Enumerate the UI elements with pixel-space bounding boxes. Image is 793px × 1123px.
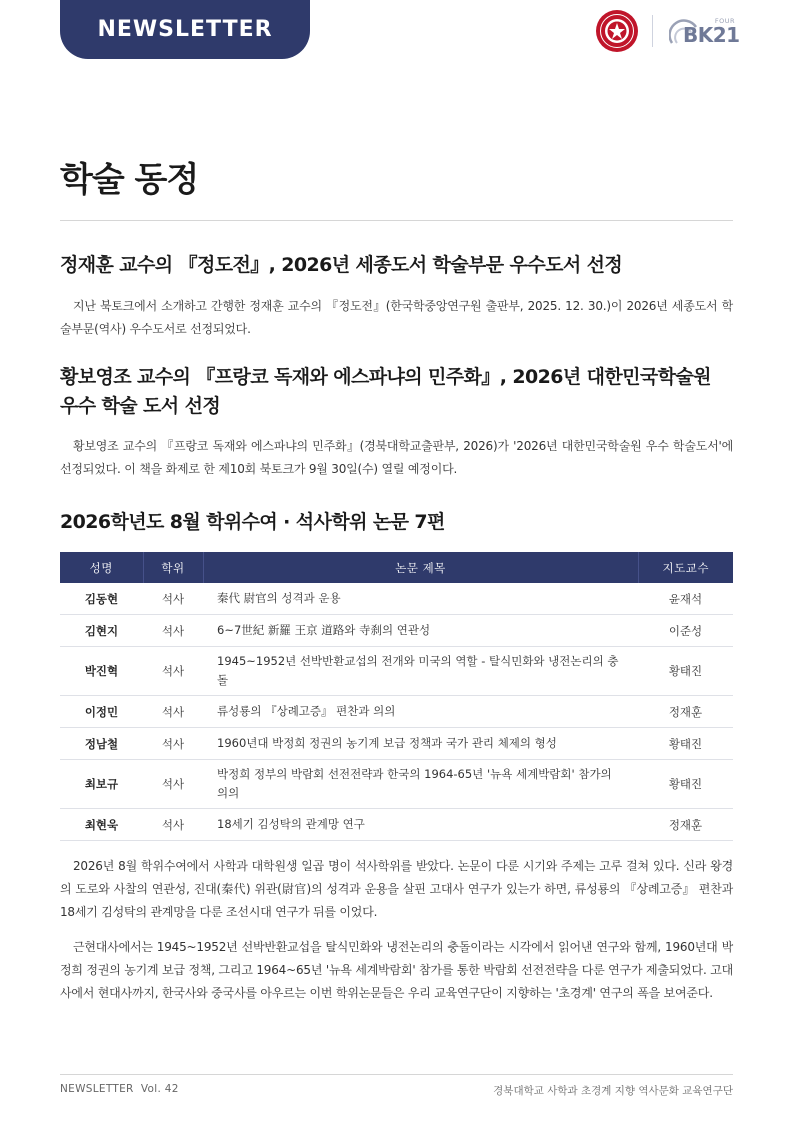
cell-degree: 석사	[143, 583, 203, 615]
cell-title: 秦代 尉官의 성격과 운용	[203, 583, 638, 615]
cell-name: 김현지	[60, 615, 143, 647]
footer-volume: NEWSLETTER Vol. 42	[60, 1083, 179, 1095]
cell-degree: 석사	[143, 647, 203, 696]
cell-title: 류성룡의 『상례고증』 편찬과 의의	[203, 696, 638, 728]
header-logos	[595, 8, 740, 54]
cell-advisor: 윤재석	[638, 583, 733, 615]
article-3-heading: 2026학년도 8월 학위수여 · 석사학위 논문 7편	[60, 511, 445, 533]
bk21-label: BK21	[683, 23, 740, 47]
table-row	[60, 760, 733, 809]
footer-organization: 경북대학교 사학과 초경계 지향 역사문화 교육연구단	[493, 1085, 733, 1097]
title-divider	[60, 220, 733, 221]
cell-title: 18세기 김성탁의 관계망 연구	[203, 809, 638, 841]
cell-advisor: 정재훈	[638, 696, 733, 728]
cell-advisor: 황태진	[638, 760, 733, 809]
header-degree: 학위	[143, 552, 203, 583]
table-row	[60, 647, 733, 696]
cell-title: 6~7世紀 新羅 王京 道路와 寺刹의 연관성	[203, 615, 638, 647]
article-3-paragraph-2: 근현대사에서는 1945~1952년 선박반환교섭을 탈식민화와 냉전논리의 충돌이라는 시각에서 읽어낸 연구와 함께, 1960년대 박정희 정권의 농기계 보급 정책, 그리고 1964~65년 '뉴욕 세계박람회' 참가를 통한 박람회 선전전략을 다룬 연구가 제출되었다. 고대사에서 현대사까지, 한국사와 중국사를 아우르는 이번 학위논문들은 우리 교육연구단이 지향하는 '초경계' 연구의 폭을 보여준다.	[60, 940, 733, 1000]
table-row	[60, 809, 733, 841]
cell-name: 김동현	[60, 583, 143, 615]
cell-advisor: 황태진	[638, 728, 733, 760]
newsletter-tab	[60, 0, 310, 59]
logo-divider	[652, 15, 653, 47]
thesis-table	[60, 552, 733, 841]
cell-title: 박정희 정부의 박람회 선전전략과 한국의 1964-65년 '뉴욕 세계박람회' 참가의 의의	[203, 760, 638, 809]
page-title: 학술 동정	[60, 160, 199, 200]
table-row	[60, 696, 733, 728]
cell-degree: 석사	[143, 615, 203, 647]
bk21-logo	[669, 11, 740, 51]
table-row	[60, 583, 733, 615]
header-name: 성명	[60, 552, 143, 583]
newsletter-tab-label: NEWSLETTER	[97, 17, 273, 42]
footer-divider	[60, 1074, 733, 1075]
article-2-heading: 황보영조 교수의 『프랑코 독재와 에스파냐의 민주화』, 2026년 대한민국학술원 우수 학술 도서 선정	[60, 366, 711, 417]
cell-degree: 석사	[143, 728, 203, 760]
university-seal-icon	[595, 9, 639, 53]
cell-title: 1960년대 박정희 정권의 농기계 보급 정책과 국가 관리 체제의 형성	[203, 728, 638, 760]
article-1-body: 지난 북토크에서 소개하고 간행한 정재훈 교수의 『정도전』(한국학중앙연구원 출판부, 2025. 12. 30.)이 2026년 세종도서 학술부문(역사) 우수도서로 선정되었다.	[60, 299, 733, 336]
table-row	[60, 615, 733, 647]
article-1-heading: 정재훈 교수의 『정도전』, 2026년 세종도서 학술부문 우수도서 선정	[60, 254, 623, 276]
cell-degree: 석사	[143, 809, 203, 841]
cell-advisor: 이준성	[638, 615, 733, 647]
table-row	[60, 728, 733, 760]
cell-title: 1945~1952년 선박반환교섭의 전개와 미국의 역할 - 탈식민화와 냉전논리의 충돌	[203, 647, 638, 696]
header-title: 논문 제목	[203, 552, 638, 583]
cell-degree: 석사	[143, 760, 203, 809]
thesis-table-header	[60, 552, 733, 583]
cell-degree: 석사	[143, 696, 203, 728]
cell-name: 정남철	[60, 728, 143, 760]
cell-name: 최현욱	[60, 809, 143, 841]
bk21-four-label: FOUR	[714, 17, 735, 25]
article-2-body: 황보영조 교수의 『프랑코 독재와 에스파냐의 민주화』(경북대학교출판부, 2026)가 '2026년 대한민국학술원 우수 학술도서'에 선정되었다. 이 책을 화제로 한 제10회 북토크가 9월 30일(수) 열릴 예정이다.	[60, 439, 733, 476]
cell-name: 박진혁	[60, 647, 143, 696]
article-3-paragraph-1: 2026년 8월 학위수여에서 사학과 대학원생 일곱 명이 석사학위를 받았다. 논문이 다룬 시기와 주제는 고루 걸쳐 있다. 신라 왕경의 도로와 사찰의 연관성, 진대(秦代) 위관(尉官)의 성격과 운용을 살핀 고대사 연구가 있는가 하면, 류성룡의 『상례고증』 편찬과 18세기 김성탁의 관계망을 다룬 조선시대 연구가 뒤를 이었다.	[60, 859, 733, 919]
cell-advisor: 황태진	[638, 647, 733, 696]
header-advisor: 지도교수	[638, 552, 733, 583]
cell-name: 이정민	[60, 696, 143, 728]
cell-advisor: 정재훈	[638, 809, 733, 841]
cell-name: 최보규	[60, 760, 143, 809]
